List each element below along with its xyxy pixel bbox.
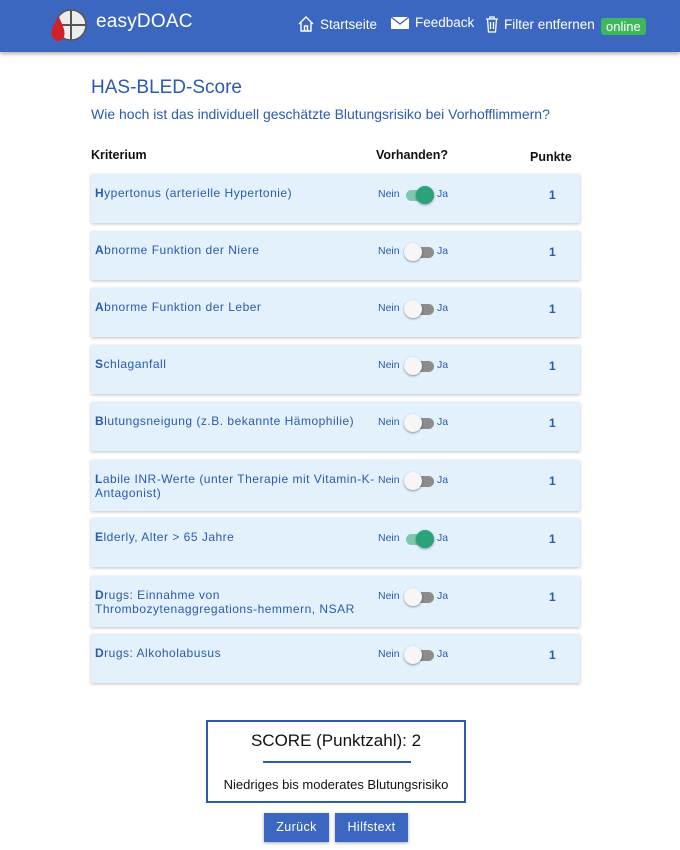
score-divider — [263, 761, 411, 763]
criterion-row — [91, 174, 580, 223]
toggle-knob — [404, 300, 422, 318]
criterion-text: abile INR-Werte (unter Therapie mit Vitamin-K-Antagonist) — [95, 472, 375, 500]
criterion-row — [91, 231, 580, 280]
criterion-points: 1 — [549, 648, 556, 662]
criterion-initial: B — [95, 414, 105, 428]
criterion-row — [91, 345, 580, 394]
page-subtitle: Wie hoch ist das individuell geschätzte Blutungsrisiko bei Vorhofflimmern? — [91, 106, 550, 122]
criterion-points: 1 — [549, 416, 556, 430]
criterion-text: lutungsneigung (z.B. bekannte Hämophilie) — [104, 414, 355, 428]
criterion-label — [95, 472, 375, 500]
criterion-points: 1 — [549, 590, 556, 604]
criterion-toggle[interactable] — [404, 588, 434, 606]
criterion-points: 1 — [549, 359, 556, 373]
toggle-knob — [416, 186, 434, 204]
toggle-no-label: Nein — [378, 532, 400, 544]
criterion-label — [95, 357, 375, 371]
criterion-label — [95, 186, 375, 200]
toggle-yes-label: Ja — [437, 416, 449, 428]
toggle-yes-label: Ja — [437, 590, 449, 602]
criterion-text: lderly, Alter > 65 Jahre — [103, 530, 235, 544]
criterion-label — [95, 588, 375, 616]
toggle-no-label: Nein — [378, 302, 400, 314]
app-title[interactable]: easyDOAC — [96, 11, 193, 32]
criterion-text: bnorme Funktion der Niere — [104, 243, 260, 257]
score-value: SCORE (Punktzahl): 2 — [250, 731, 422, 750]
score-box — [206, 720, 466, 803]
toggle-knob — [416, 530, 434, 548]
criterion-initial: A — [95, 300, 105, 314]
criterion-row — [91, 288, 580, 337]
nav-home-link[interactable] — [297, 15, 377, 33]
page-title: HAS-BLED-Score — [91, 77, 242, 98]
nav-filter-label: Filter entfernen — [504, 16, 595, 32]
back-button[interactable]: Zurück — [264, 813, 329, 842]
criterion-initial: L — [95, 472, 103, 486]
criterion-label — [95, 646, 375, 660]
criterion-row — [91, 402, 580, 451]
mail-icon — [390, 16, 410, 30]
criterion-initial: A — [95, 243, 105, 257]
risk-assessment: Niedriges bis moderates Blutungsrisiko — [223, 777, 449, 792]
toggle-yes-label: Ja — [437, 188, 449, 200]
top-navbar — [0, 0, 680, 52]
criterion-initial: H — [95, 186, 105, 200]
criterion-label — [95, 243, 375, 257]
criterion-text: ypertonus (arterielle Hypertonie) — [104, 186, 293, 200]
criterion-text: rugs: Einnahme von Thrombozytenaggregations-hemmern, NSAR — [95, 588, 355, 616]
toggle-knob — [404, 472, 422, 490]
column-header-points: Punkte — [530, 150, 572, 164]
criterion-row — [91, 576, 580, 627]
criterion-toggle[interactable] — [404, 186, 434, 204]
criterion-toggle[interactable] — [404, 357, 434, 375]
criterion-toggle[interactable] — [404, 414, 434, 432]
criterion-text: rugs: Alkoholabusus — [104, 646, 222, 660]
criterion-points: 1 — [549, 245, 556, 259]
column-header-criterion: Kriterium — [91, 148, 147, 162]
help-text-button[interactable]: Hilfstext — [335, 813, 408, 842]
criterion-toggle[interactable] — [404, 646, 434, 664]
criterion-toggle[interactable] — [404, 472, 434, 490]
criterion-text: bnorme Funktion der Leber — [104, 300, 262, 314]
criterion-initial: E — [95, 530, 104, 544]
logo-icon[interactable] — [46, 6, 88, 46]
toggle-yes-label: Ja — [437, 474, 449, 486]
criterion-label — [95, 300, 375, 314]
criterion-points: 1 — [549, 532, 556, 546]
toggle-no-label: Nein — [378, 590, 400, 602]
toggle-yes-label: Ja — [437, 359, 449, 371]
toggle-no-label: Nein — [378, 188, 400, 200]
toggle-knob — [404, 646, 422, 664]
toggle-knob — [404, 414, 422, 432]
toggle-knob — [404, 243, 422, 261]
toggle-knob — [404, 357, 422, 375]
criterion-label — [95, 530, 375, 544]
nav-feedback-link[interactable] — [390, 15, 474, 30]
online-status-badge: online — [601, 18, 646, 35]
toggle-yes-label: Ja — [437, 532, 449, 544]
toggle-no-label: Nein — [378, 474, 400, 486]
toggle-no-label: Nein — [378, 416, 400, 428]
criterion-points: 1 — [549, 302, 556, 316]
criterion-toggle[interactable] — [404, 530, 434, 548]
criterion-toggle[interactable] — [404, 300, 434, 318]
home-icon — [297, 15, 315, 33]
nav-home-label: Startseite — [320, 16, 378, 32]
criterion-initial: D — [95, 588, 105, 602]
criterion-initial: D — [95, 646, 105, 660]
criterion-initial: S — [95, 357, 104, 371]
toggle-yes-label: Ja — [437, 302, 449, 314]
criterion-row — [91, 460, 580, 511]
criterion-points: 1 — [549, 474, 556, 488]
column-header-present: Vorhanden? — [376, 148, 448, 162]
nav-filter-reset-link[interactable] — [485, 15, 595, 33]
nav-feedback-label: Feedback — [415, 15, 475, 30]
criterion-row — [91, 634, 580, 683]
toggle-yes-label: Ja — [437, 648, 449, 660]
toggle-yes-label: Ja — [437, 245, 449, 257]
criterion-points: 1 — [549, 188, 556, 202]
criterion-toggle[interactable] — [404, 243, 434, 261]
toggle-no-label: Nein — [378, 648, 400, 660]
toggle-no-label: Nein — [378, 245, 400, 257]
trash-icon — [485, 15, 499, 33]
toggle-no-label: Nein — [378, 359, 400, 371]
criterion-label — [95, 414, 375, 428]
toggle-knob — [404, 588, 422, 606]
criterion-row — [91, 518, 580, 567]
criterion-text: chlaganfall — [103, 357, 167, 371]
